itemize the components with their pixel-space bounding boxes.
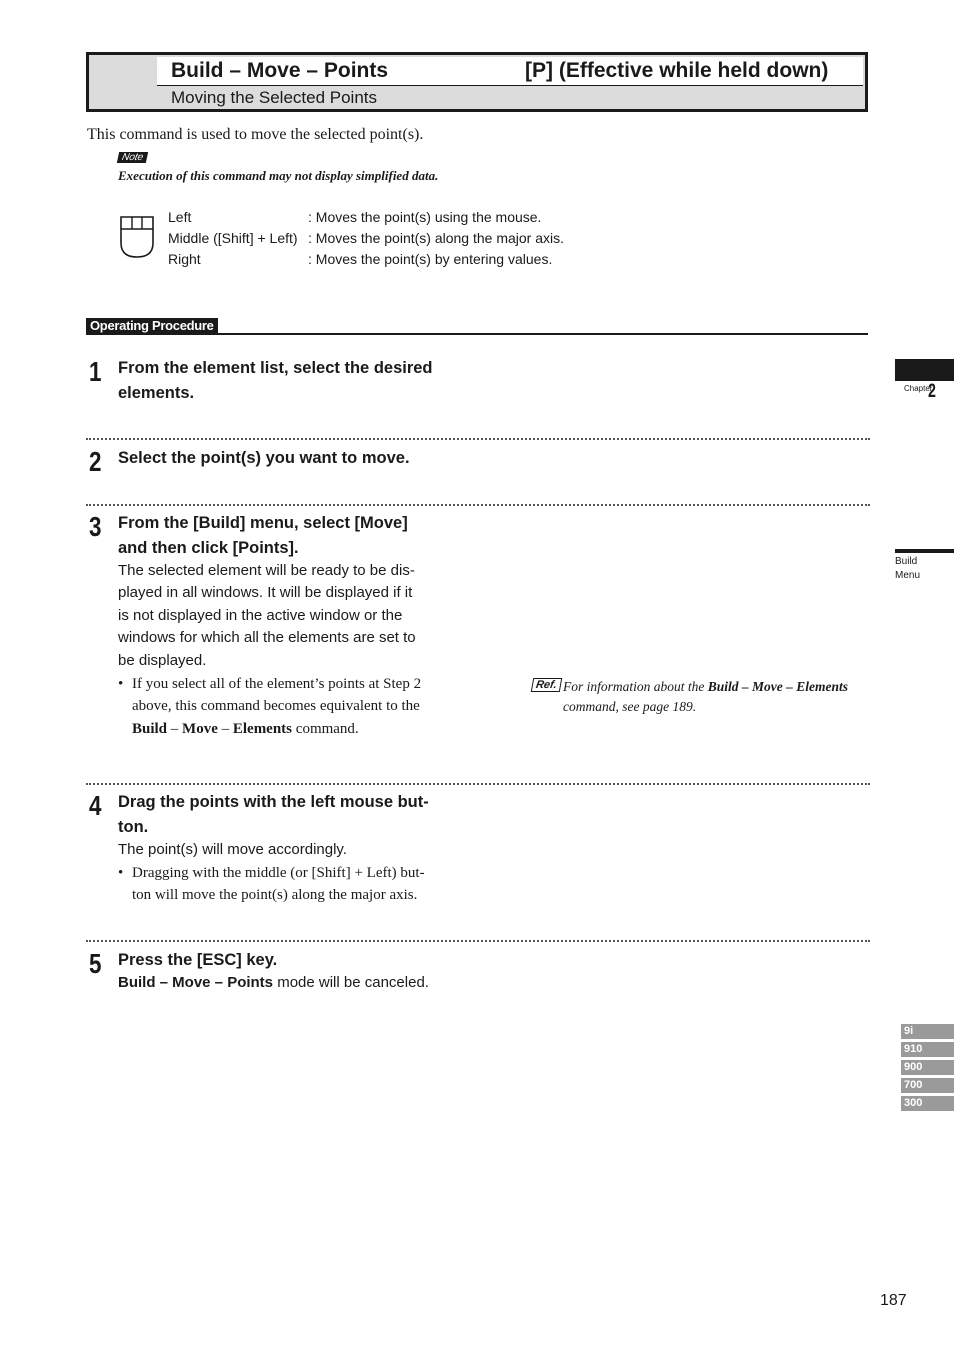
section-tab (895, 549, 954, 553)
step-3-bullet-line2: above, this command becomes equivalent to the (132, 698, 420, 714)
ref-text: For information about the Build – Move – Elements command, see page 189. (563, 679, 849, 714)
step-3-title-line1: From the [Build] menu, select [Move] (118, 514, 408, 532)
chapter-tab (895, 359, 954, 381)
chapter-label: Chapter (904, 384, 933, 393)
shortcut-key: [P] (Effective while held down) (525, 59, 829, 82)
page-number: 187 (880, 1292, 907, 1309)
divider (86, 504, 870, 506)
version-tab-910: 910 (901, 1042, 954, 1057)
step-4-body: The point(s) will move accordingly. (118, 841, 347, 858)
mouse-left-desc: : Moves the point(s) using the mouse. (308, 209, 542, 225)
step-3-number: 3 (89, 511, 102, 542)
divider (86, 783, 870, 785)
step-1-title-line2: elements. (118, 384, 195, 402)
step-1-number: 1 (89, 356, 102, 387)
mouse-middle-label: Middle ([Shift] + Left) (168, 230, 298, 246)
step-4-number: 4 (89, 790, 102, 821)
page-title: Build – Move – Points (171, 59, 389, 82)
version-tab-700: 700 (901, 1078, 954, 1093)
version-tab-900: 900 (901, 1060, 954, 1075)
page-subtitle: Moving the Selected Points (171, 88, 378, 107)
step-5-number: 5 (89, 948, 102, 979)
version-tab-9i: 9i (901, 1024, 954, 1039)
mouse-left-label: Left (168, 209, 192, 225)
step-4-title-line2: ton. (118, 818, 149, 836)
divider (86, 438, 870, 440)
step-4-bullet-line1: Dragging with the middle (or [Shift] + Left) but- (132, 865, 425, 881)
divider (86, 940, 870, 942)
step-3-bullet-line3: Build – Move – Elements command. (132, 721, 359, 737)
step-2-number: 2 (89, 446, 102, 477)
intro-text: This command is used to move the selected point(s). (87, 126, 424, 143)
procedure-label: Operating Procedure (86, 318, 218, 334)
step-4-title-line1: Drag the points with the left mouse but- (118, 793, 429, 811)
title-panel (157, 57, 863, 107)
version-tab-300: 300 (901, 1096, 954, 1111)
step-4-bullet-line2: ton will move the point(s) along the major axis. (132, 887, 418, 903)
step-3-body-line4: windows for which all the elements are set to (118, 629, 416, 646)
ref-badge: Ref. (531, 678, 562, 692)
step-3-bullet-line1: If you select all of the element’s points at Step 2 (132, 676, 422, 692)
step-3-body-line2: played in all windows. It will be displayed if it (118, 584, 413, 601)
step-5-title: Press the [ESC] key. (118, 951, 278, 969)
bullet-dot: • (118, 865, 124, 881)
chapter-number: 2 (928, 381, 936, 402)
step-3-body-line3: is not displayed in the active window or the (118, 607, 403, 624)
title-box (86, 52, 868, 112)
step-3-body-line5: be displayed. (118, 652, 207, 669)
section-label: Build Menu (895, 556, 921, 581)
step-3-title-line2: and then click [Points]. (118, 539, 299, 557)
step-2-title: Select the point(s) you want to move. (118, 449, 410, 467)
mouse-right-desc: : Moves the point(s) by entering values. (308, 251, 553, 267)
mouse-icon (118, 213, 156, 259)
bullet-dot: • (118, 676, 124, 692)
note-badge: Note (117, 152, 148, 163)
subtitle-bar (157, 85, 863, 107)
mouse-middle-desc: : Moves the point(s) along the major axis. (308, 230, 565, 246)
step-5-body: Build – Move – Points mode will be canceled. (118, 974, 429, 991)
note-text: Execution of this command may not display simplified data. (118, 168, 439, 183)
step-3-body-line1: The selected element will be ready to be dis- (118, 562, 415, 579)
step-1-title-line1: From the element list, select the desired (118, 359, 433, 377)
mouse-right-label: Right (168, 251, 201, 267)
